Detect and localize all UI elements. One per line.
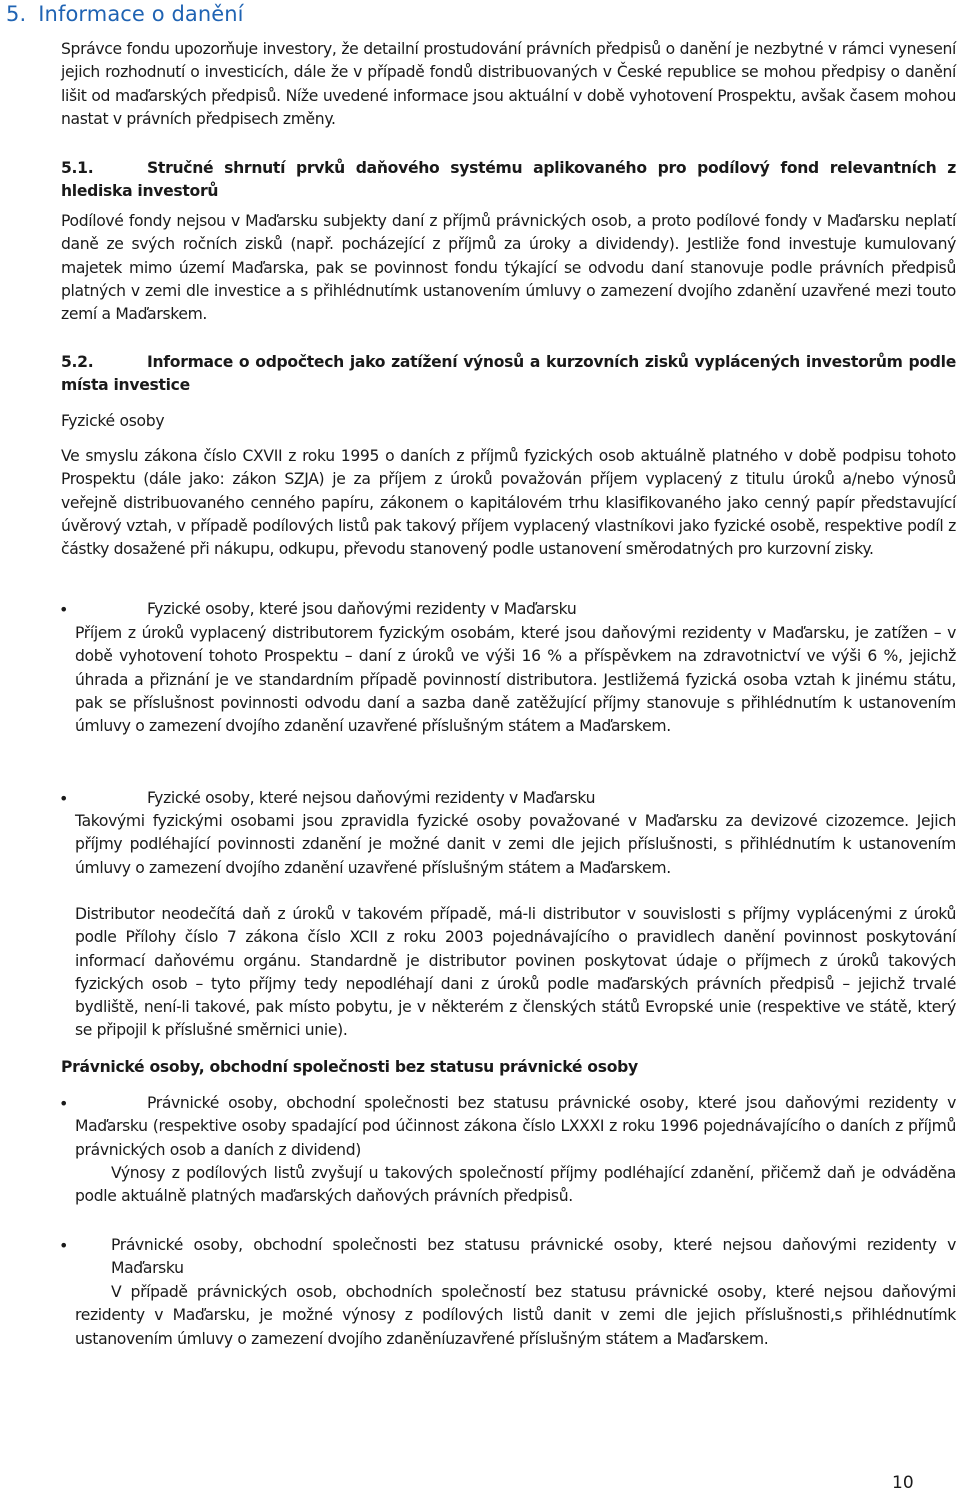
natural-persons-heading: Fyzické osoby <box>61 412 165 430</box>
nonresident-legal-persons-paragraph: V případě právnických osob, obchodních společností bez statusu právnické osoby, které nejsou daňovými rezidenty v Maďarsku, je možné výnosy z podílových listů danit v zemi dle jejich příslušnosti,s přihlédnutímk ustanovením úmluvy o zamezení dvojího zdaněníuzavřené příslušným státem a Maďarskem. <box>75 1283 956 1348</box>
nonresident-natural-persons-paragraph: Takovými fyzickými osobami jsou zpravidla fyzické osoby považované v Maďarsku za devizové cizozemce. Jejich příjmy podléhající povinnosti zdanění je možné danit v zemi dle jejich příslušnosti, s přihlédnutím k ustanovením úmluvy o zamezení dvojího zdanění uzavřené příslušným státem a Maďarskem. <box>75 812 956 877</box>
subsection-5-2-heading <box>61 351 956 398</box>
page-number: 10 <box>892 1473 914 1493</box>
subsection-5-1-number: 5.1. <box>61 159 94 177</box>
section-number: 5. <box>6 2 27 26</box>
bullet-marker: • <box>59 1094 69 1113</box>
bullet-marker: • <box>59 1236 69 1255</box>
subsection-5-1-title: Stručné shrnutí prvků daňového systému aplikovaného pro podílový fond relevantních z hlediska investorů <box>61 159 956 201</box>
nonresident-natural-persons-heading: Fyzické osoby, které nejsou daňovými rezidenty v Maďarsku <box>147 789 596 807</box>
intro-paragraph: Správce fondu upozorňuje investory, že detailní prostudování právních předpisů o danění je nezbytné v rámci vynesení jejich rozhodnutí o investicích, dále že v případě fondů distribuovaných v České republice se mohou předpisy o danění lišit od maďarských předpisů. Níže uvedené informace jsou aktuální v době vyhotovení Prospektu, avšak časem mohou nastat v právních předpisech změny. <box>61 40 956 128</box>
subsection-5-1-paragraph: Podílové fondy nejsou v Maďarsku subjekty daní z příjmů právnických osob, a proto podílové fondy v Maďarsku neplatí daně ze svých ročních zisků (např. pocházející z příjmů za úroky a dividendy). Jestliže fond investuje kumulovaný majetek mimo území Maďarska, pak se povinnost fondu týkající se odvodu daní stanovuje podle právních předpisů platných v zemi dle investice a s přihlédnutímk ustanovením úmluvy o zamezení dvojího zdanění uzavřené mezi touto zemí a Maďarskem. <box>61 212 956 324</box>
legal-persons-heading: Právnické osoby, obchodní společnosti bez statusu právnické osoby <box>61 1058 638 1076</box>
resident-legal-persons-yield-paragraph: Výnosy z podílových listů zvyšují u takových společností příjmy podléhající zdanění, přičemž daň je odváděna podle aktuálně platných maďarských daňových právních předpisů. <box>75 1164 956 1206</box>
bullet-marker: • <box>59 789 69 808</box>
nonresident-legal-persons-heading: Právnické osoby, obchodní společnosti bez statusu právnické osoby, které nejsou daňovými rezidenty v Maďarsku <box>111 1236 956 1278</box>
subsection-5-2-number: 5.2. <box>61 353 94 371</box>
bullet-marker: • <box>59 600 69 619</box>
section-title: Informace o danění <box>38 2 244 26</box>
subsection-5-2-title: Informace o odpočtech jako zatížení výnosů a kurzovních zisků vyplácených investorům podle místa investice <box>61 353 956 395</box>
subsection-5-1-heading <box>61 157 956 204</box>
resident-natural-persons-heading: Fyzické osoby, které jsou daňovými rezidenty v Maďarsku <box>147 600 577 618</box>
distributor-paragraph: Distributor neodečítá daň z úroků v takovém případě, má-li distributor v souvislosti s příjmy vyplácenými z úroků podle Přílohy číslo 7 zákona číslo XCII z roku 2003 pojednávajícího o pravidlech danění povinnost poskytování informací daňovému orgánu. Standardně je distributor povinen poskytovat údaje o příjmech z úroků takových fyzických osob – tyto příjmy tedy nepodléhají dani z úroků podle maďarských právních předpisů – jejichž trvalé bydliště, není-li takové, pak místo pobytu, je v některém z členských států Evropské unie (respektive ve státě, který se připojil k příslušné směrnici unie). <box>75 905 956 1040</box>
resident-legal-persons-paragraph: Právnické osoby, obchodní společnosti bez statusu právnické osoby, které jsou daňovými rezidenty v Maďarsku (respektive osoby spadající pod účinnost zákona číslo LXXXI z roku 1996 pojednávajícího o daních z příjmů právnických osob a daních z dividend) <box>75 1094 956 1159</box>
section-heading <box>6 2 244 26</box>
resident-natural-persons-paragraph: Příjem z úroků vyplacený distributorem fyzickým osobám, které jsou daňovými rezidenty v Maďarsku, je zatížen – v době vyhotovení tohoto Prospektu – daní z úroků ve výši 16 % a příspěvkem na zdravotnictví ve výši 6 %, jejichž úhrada a přiznání je ve standardním případě povinností distributora. Jestližemá fyzická osoba vztah k jinému státu, pak se příslušnost povinnosti odvodu daní a sazba daně zatěžující příjmy stanovuje s přihlédnutím k ustanovením úmluvy o zamezení dvojího zdanění uzavřené příslušným státem a Maďarskem. <box>75 624 956 736</box>
natural-persons-paragraph: Ve smyslu zákona číslo CXVII z roku 1995 o daních z příjmů fyzických osob aktuálně platného v době podpisu tohoto Prospektu (dále jako: zákon SZJA) je za příjem z úroků považován příjem vyplacený z titulu úroků a/nebo výnosů veřejně distribuovaného cenného papíru, zákonem o kapitálovém trhu klasifikovaného jako cenný papír představující úvěrový vztah, v případě podílových listů pak takový příjem vyplacený vlastníkovi jako fyzické osobě, respektive podíl z částky dosažené při nákupu, odkupu, převodu stanovený podle ustanovení směrodatných pro kurzovní zisky. <box>61 447 956 559</box>
